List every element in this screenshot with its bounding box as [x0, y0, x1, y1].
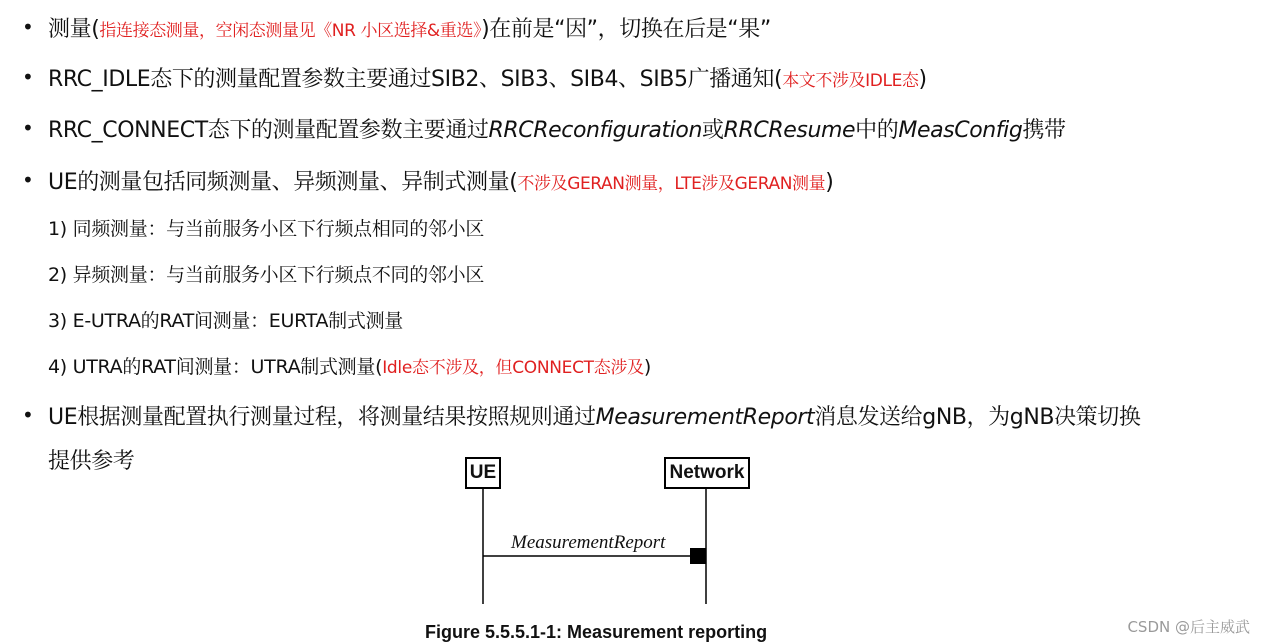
text-segment: 2) 异频测量：与当前服务小区下行频点不同的邻小区: [48, 264, 485, 286]
italic-term: MeasurementReport: [595, 405, 815, 430]
bullet-dot: •: [22, 403, 34, 427]
bullet-dot: •: [22, 168, 34, 192]
text-segment: 携带: [1022, 118, 1066, 143]
text-segment: ): [643, 356, 651, 378]
bullet-line-5: [48, 400, 1140, 431]
italic-term: RRCReconfiguration: [488, 118, 703, 143]
text-segment: ): [918, 67, 927, 92]
text-segment: 中的: [855, 118, 899, 143]
bullet-dot: •: [22, 15, 34, 39]
text-segment: 测量(: [48, 17, 100, 42]
highlight-note: 指连接态测量，空闲态测量见《NR 小区选择&重选》: [99, 21, 482, 41]
text-segment: 或: [702, 118, 724, 143]
bullet-line-3: [48, 113, 1066, 144]
text-segment: UE的测量包括同频测量、异频测量、异制式测量(: [48, 170, 518, 195]
highlight-note: Idle态不涉及，但CONNECT态涉及: [382, 358, 644, 378]
message-label: MeasurementReport: [511, 532, 666, 553]
sub-item-3: [48, 306, 403, 333]
watermark: CSDN @后主威武: [1127, 618, 1250, 636]
italic-term: RRCResume: [723, 118, 856, 143]
sub-item-2: [48, 260, 484, 287]
text-segment: 4) UTRA的RAT间测量：UTRA制式测量(: [48, 356, 383, 378]
bullet-dot: •: [22, 65, 34, 89]
text-segment: UE根据测量配置执行测量过程，将测量结果按照规则通过: [48, 405, 596, 430]
measurement-report-diagram: [450, 448, 810, 644]
network-box: [664, 457, 750, 489]
text-segment: 1) 同频测量：与当前服务小区下行频点相同的邻小区: [48, 218, 485, 240]
highlight-note: 本文不涉及IDLE态: [782, 71, 919, 91]
bullet-dot: •: [22, 116, 34, 140]
bullet-line-4: [48, 165, 833, 196]
text-segment: )在前是“因”，切换在后是“果”: [481, 17, 771, 42]
network-label: Network: [669, 462, 745, 483]
bullet-line-2: [48, 62, 927, 93]
sub-item-4: [48, 352, 651, 379]
italic-term: MeasConfig: [898, 118, 1023, 143]
arrow-head-block: [690, 548, 706, 564]
text-segment: RRC_CONNECT态下的测量配置参数主要通过: [48, 118, 489, 143]
diagram-lines: [450, 448, 810, 618]
text-segment: ): [825, 170, 834, 195]
text-segment: RRC_IDLE态下的测量配置参数主要通过SIB2、SIB3、SIB4、SIB5广播通知(: [48, 67, 783, 92]
highlight-note: 不涉及GERAN测量，LTE涉及GERAN测量: [517, 174, 826, 194]
bullet-line-5-cont: 提供参考: [48, 449, 135, 474]
figure-caption: Figure 5.5.5.1-1: Measurement reporting: [425, 622, 768, 642]
ue-box: [465, 457, 501, 489]
sub-item-1: [48, 214, 484, 241]
text-segment: 消息发送给gNB，为gNB决策切换: [814, 405, 1141, 430]
text-segment: 3) E-UTRA的RAT间测量：EURTA制式测量: [48, 310, 403, 332]
bullet-line-1: [48, 12, 771, 43]
ue-label: UE: [469, 462, 497, 483]
